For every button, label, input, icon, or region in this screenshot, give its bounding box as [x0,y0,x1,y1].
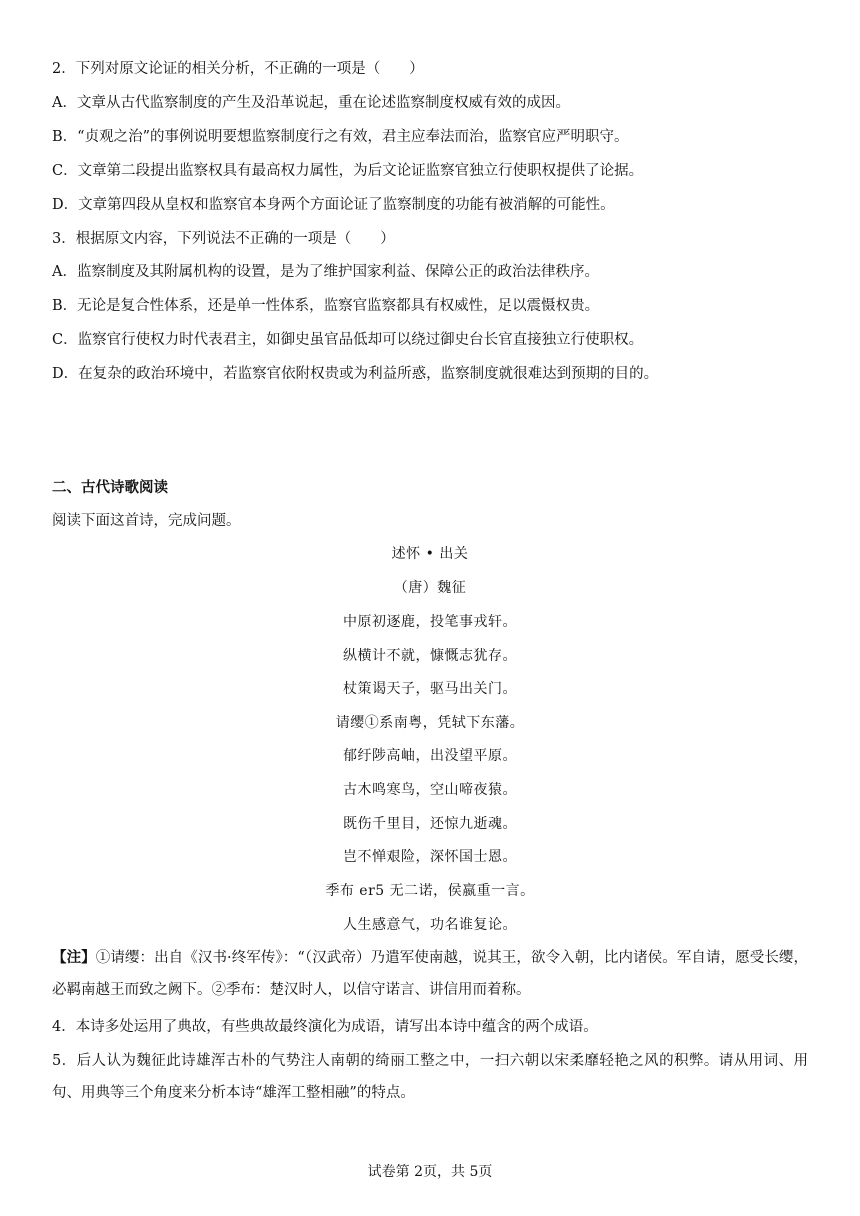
poem-title: 述怀 • 出关 [391,546,469,562]
note-label: 【注】 [52,949,96,966]
q3-option-c: C．监察官行使权力时代表君主，如御史虽官品低却可以绕过御史台长官直接独立行使职权。 [52,332,644,348]
q2-option-a: A．文章从古代监察制度的产生及沿革说起，重在论述监察制度权威有效的成因。 [52,95,570,111]
note-text: ①请缨：出自《汉书·终军传》：“（汉武帝）乃遣军使南越，说其王，欲令入朝，比内诸侯。军自请，愿受长缨，必羁南越王而致之阙下。②季布：楚汉时人，以信守诺言、讲信用而着称。 [52,950,808,998]
poem-line: 郁纡陟高岫，出没望平原。 [343,748,517,764]
q3-option-a: A．监察制度及其附属机构的设置，是为了维护国家利益、保障公正的政治法律秩序。 [52,264,599,280]
poem-line: 请缨①系南粤，凭轼下东藩。 [335,715,525,731]
q3-option-d: D．在复杂的政治环境中，若监察官依附权贵或为利益所惑，监察制度就很难达到预期的目的。 [52,366,659,382]
q2-option-d: D．文章第四段从皇权和监察官本身两个方面论证了监察制度的功能有被消解的可能性。 [52,197,615,213]
poem-line: 古木鸣寒鸟，空山啼夜猿。 [343,782,517,798]
q2-option-b: B．“贞观之治”的事例说明要想监察制度行之有效，君主应奉法而治，监察官应严明职守。 [52,129,629,145]
poem-line: 岂不惮艰险，深怀国士恩。 [343,849,517,865]
poem-note [52,942,808,1006]
q5-stem: 5．后人认为魏征此诗雄浑古朴的气势注人南朝的绮丽工整之中，一扫六朝以宋柔靡轻艳之风的积弊。请从用词、用句、用典等三个角度来分析本诗“雄浑工整相融”的特点。 [52,1053,808,1101]
instruction: 阅读下面这首诗，完成问题。 [52,513,241,529]
poem-line: 纵横计不就，慷慨志犹存。 [343,648,517,664]
poem-author: （唐）魏征 [393,580,467,596]
q2-stem: 2．下列对原文论证的相关分析，不正确的一项是（ ） [52,61,424,77]
poem-line: 季布 er5 无二诺，侯嬴重一言。 [325,883,535,899]
q2-option-c: C．文章第二段提出监察权具有最高权力属性，为后文论证监察官独立行使职权提供了论据。 [52,163,644,179]
poem-line: 人生感意气，功名谁复论。 [343,917,517,933]
poem-line: 中原初逐鹿，投笔事戎轩。 [343,614,517,630]
section-title: 二、古代诗歌阅读 [52,479,168,496]
poem-line: 既伤千里目，还惊九逝魂。 [343,816,517,832]
poem-line: 杖策谒天子，驱马出关门。 [343,681,517,697]
page-footer: 试卷第 2页，共 5页 [367,1164,493,1180]
q3-option-b: B．无论是复合性体系，还是单一性体系，监察官监察都具有权威性，足以震慑权贵。 [52,298,600,314]
q3-stem: 3．根据原文内容，下列说法不正确的一项是（ ） [52,231,395,247]
q4-stem: 4．本诗多处运用了典故，有些典故最终演化为成语，请写出本诗中蕴含的两个成语。 [52,1019,598,1035]
